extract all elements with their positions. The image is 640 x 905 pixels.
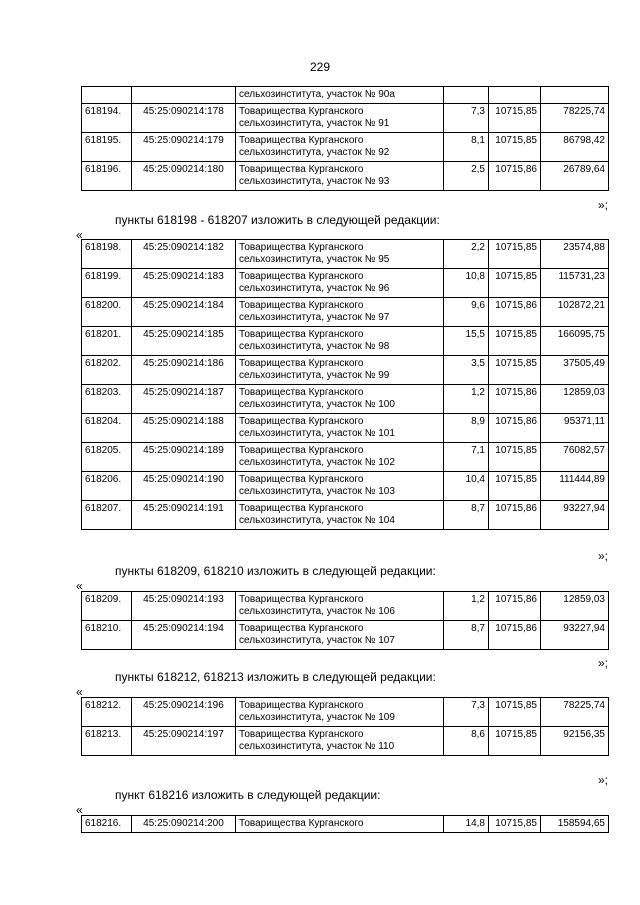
cadastral-number: 45:25:090214:189 xyxy=(132,443,236,472)
parcel-area: 2,2 xyxy=(444,240,489,269)
unit-price: 10715,85 xyxy=(489,443,541,472)
row-number: 618206. xyxy=(82,472,132,501)
row-number: 618212. xyxy=(82,698,132,727)
unit-price: 10715,86 xyxy=(489,385,541,414)
table-row xyxy=(82,592,609,621)
parcel-description: Товарищества Курганского сельхозинститута, участок № 101 xyxy=(236,414,444,443)
amendment-heading: пункты 618209, 618210 изложить в следующей редакции: xyxy=(115,564,436,578)
row-number: 618203. xyxy=(82,385,132,414)
cadastral-number: 45:25:090214:185 xyxy=(132,327,236,356)
row-number: 618199. xyxy=(82,269,132,298)
unit-price xyxy=(489,87,541,104)
cadastral-number: 45:25:090214:193 xyxy=(132,592,236,621)
total-value: 95371,11 xyxy=(541,414,609,443)
parcel-description: Товарищества Курганского сельхозинститута, участок № 102 xyxy=(236,443,444,472)
total-value: 76082,57 xyxy=(541,443,609,472)
table-row xyxy=(82,443,609,472)
parcel-description: сельхозинститута, участок № 90а xyxy=(236,87,444,104)
table-row xyxy=(82,298,609,327)
table-row xyxy=(82,501,609,530)
unit-price: 10715,86 xyxy=(489,298,541,327)
parcel-table xyxy=(81,815,609,833)
parcel-table xyxy=(81,591,609,650)
parcel-area xyxy=(444,87,489,104)
parcel-description: Товарищества Курганского сельхозинститута, участок № 103 xyxy=(236,472,444,501)
parcel-area: 9,6 xyxy=(444,298,489,327)
parcel-description: Товарищества Курганского сельхозинститута, участок № 96 xyxy=(236,269,444,298)
opening-quote: « xyxy=(76,803,83,817)
cadastral-number: 45:25:090214:187 xyxy=(132,385,236,414)
cadastral-number: 45:25:090214:191 xyxy=(132,501,236,530)
unit-price: 10715,85 xyxy=(489,727,541,756)
parcel-description: Товарищества Курганского сельхозинститута, участок № 100 xyxy=(236,385,444,414)
total-value: 23574,88 xyxy=(541,240,609,269)
table-row xyxy=(82,87,609,104)
parcel-description: Товарищества Курганского сельхозинститута, участок № 95 xyxy=(236,240,444,269)
total-value: 93227,94 xyxy=(541,501,609,530)
table-row xyxy=(82,327,609,356)
table-row xyxy=(82,240,609,269)
parcel-description: Товарищества Курганского сельхозинститута, участок № 107 xyxy=(236,621,444,650)
total-value: 93227,94 xyxy=(541,621,609,650)
opening-quote: « xyxy=(76,685,83,699)
parcel-description: Товарищества Курганского сельхозинститута, участок № 98 xyxy=(236,327,444,356)
cadastral-number: 45:25:090214:180 xyxy=(132,162,236,191)
row-number xyxy=(82,87,132,104)
cadastral-number: 45:25:090214:186 xyxy=(132,356,236,385)
cadastral-number: 45:25:090214:182 xyxy=(132,240,236,269)
table-row xyxy=(82,133,609,162)
parcel-area: 8,1 xyxy=(444,133,489,162)
parcel-area: 7,3 xyxy=(444,698,489,727)
table-row xyxy=(82,269,609,298)
table-row xyxy=(82,104,609,133)
row-number: 618207. xyxy=(82,501,132,530)
total-value: 78225,74 xyxy=(541,698,609,727)
parcel-area: 8,7 xyxy=(444,501,489,530)
parcel-description: Товарищества Курганского сельхозинститута, участок № 97 xyxy=(236,298,444,327)
parcel-table xyxy=(81,239,609,530)
closing-quote: »; xyxy=(598,656,609,670)
table-row xyxy=(82,356,609,385)
row-number: 618209. xyxy=(82,592,132,621)
total-value: 12859,03 xyxy=(541,592,609,621)
total-value: 115731,23 xyxy=(541,269,609,298)
parcel-area: 8,9 xyxy=(444,414,489,443)
unit-price: 10715,86 xyxy=(489,592,541,621)
unit-price: 10715,85 xyxy=(489,472,541,501)
parcel-description: Товарищества Курганского сельхозинститута, участок № 92 xyxy=(236,133,444,162)
unit-price: 10715,85 xyxy=(489,327,541,356)
parcel-area: 8,7 xyxy=(444,621,489,650)
table-row xyxy=(82,816,609,833)
row-number: 618198. xyxy=(82,240,132,269)
parcel-area: 15,5 xyxy=(444,327,489,356)
table-row xyxy=(82,621,609,650)
cadastral-number: 45:25:090214:190 xyxy=(132,472,236,501)
total-value: 111444,89 xyxy=(541,472,609,501)
parcel-area: 3,5 xyxy=(444,356,489,385)
row-number: 618210. xyxy=(82,621,132,650)
cadastral-number: 45:25:090214:183 xyxy=(132,269,236,298)
row-number: 618195. xyxy=(82,133,132,162)
total-value: 37505,49 xyxy=(541,356,609,385)
amendment-heading: пункты 618212, 618213 изложить в следующей редакции: xyxy=(115,670,436,684)
row-number: 618202. xyxy=(82,356,132,385)
row-number: 618204. xyxy=(82,414,132,443)
opening-quote: « xyxy=(76,228,83,242)
parcel-description: Товарищества Курганского сельхозинститута, участок № 106 xyxy=(236,592,444,621)
table-row xyxy=(82,162,609,191)
closing-quote: »; xyxy=(598,198,609,212)
parcel-area: 2,5 xyxy=(444,162,489,191)
parcel-table xyxy=(81,86,609,191)
row-number: 618201. xyxy=(82,327,132,356)
parcel-area: 1,2 xyxy=(444,592,489,621)
parcel-area: 10,4 xyxy=(444,472,489,501)
cadastral-number: 45:25:090214:179 xyxy=(132,133,236,162)
opening-quote: « xyxy=(76,579,83,593)
unit-price: 10715,86 xyxy=(489,621,541,650)
table-row xyxy=(82,472,609,501)
parcel-description: Товарищества Курганского сельхозинститута, участок № 91 xyxy=(236,104,444,133)
table-row xyxy=(82,727,609,756)
row-number: 618216. xyxy=(82,816,132,833)
row-number: 618200. xyxy=(82,298,132,327)
total-value: 92156,35 xyxy=(541,727,609,756)
unit-price: 10715,86 xyxy=(489,414,541,443)
parcel-description: Товарищества Курганского сельхозинститута, участок № 99 xyxy=(236,356,444,385)
table-row xyxy=(82,414,609,443)
parcel-description: Товарищества Курганского xyxy=(236,816,444,833)
cadastral-number: 45:25:090214:188 xyxy=(132,414,236,443)
cadastral-number: 45:25:090214:178 xyxy=(132,104,236,133)
table-row xyxy=(82,698,609,727)
unit-price: 10715,85 xyxy=(489,104,541,133)
amendment-heading: пункты 618198 - 618207 изложить в следующей редакции: xyxy=(115,213,440,227)
cadastral-number: 45:25:090214:200 xyxy=(132,816,236,833)
cadastral-number: 45:25:090214:194 xyxy=(132,621,236,650)
total-value: 86798,42 xyxy=(541,133,609,162)
closing-quote: »; xyxy=(598,773,609,787)
unit-price: 10715,85 xyxy=(489,133,541,162)
amendment-heading: пункт 618216 изложить в следующей редакции: xyxy=(115,788,381,802)
total-value: 102872,21 xyxy=(541,298,609,327)
closing-quote: »; xyxy=(598,549,609,563)
unit-price: 10715,85 xyxy=(489,698,541,727)
parcel-description: Товарищества Курганского сельхозинститута, участок № 93 xyxy=(236,162,444,191)
total-value: 26789,64 xyxy=(541,162,609,191)
parcel-description: Товарищества Курганского сельхозинститута, участок № 110 xyxy=(236,727,444,756)
parcel-area: 14,8 xyxy=(444,816,489,833)
unit-price: 10715,85 xyxy=(489,240,541,269)
cadastral-number xyxy=(132,87,236,104)
unit-price: 10715,86 xyxy=(489,501,541,530)
total-value: 158594,65 xyxy=(541,816,609,833)
total-value: 166095,75 xyxy=(541,327,609,356)
cadastral-number: 45:25:090214:184 xyxy=(132,298,236,327)
row-number: 618213. xyxy=(82,727,132,756)
row-number: 618196. xyxy=(82,162,132,191)
parcel-area: 7,3 xyxy=(444,104,489,133)
total-value xyxy=(541,87,609,104)
parcel-area: 7,1 xyxy=(444,443,489,472)
cadastral-number: 45:25:090214:197 xyxy=(132,727,236,756)
unit-price: 10715,85 xyxy=(489,269,541,298)
total-value: 12859,03 xyxy=(541,385,609,414)
parcel-area: 1,2 xyxy=(444,385,489,414)
parcel-description: Товарищества Курганского сельхозинститута, участок № 104 xyxy=(236,501,444,530)
page-number: 229 xyxy=(309,60,331,74)
parcel-table xyxy=(81,697,609,756)
row-number: 618205. xyxy=(82,443,132,472)
row-number: 618194. xyxy=(82,104,132,133)
unit-price: 10715,86 xyxy=(489,162,541,191)
parcel-area: 10,8 xyxy=(444,269,489,298)
total-value: 78225,74 xyxy=(541,104,609,133)
parcel-description: Товарищества Курганского сельхозинститута, участок № 109 xyxy=(236,698,444,727)
unit-price: 10715,85 xyxy=(489,816,541,833)
table-row xyxy=(82,385,609,414)
cadastral-number: 45:25:090214:196 xyxy=(132,698,236,727)
unit-price: 10715,85 xyxy=(489,356,541,385)
parcel-area: 8,6 xyxy=(444,727,489,756)
